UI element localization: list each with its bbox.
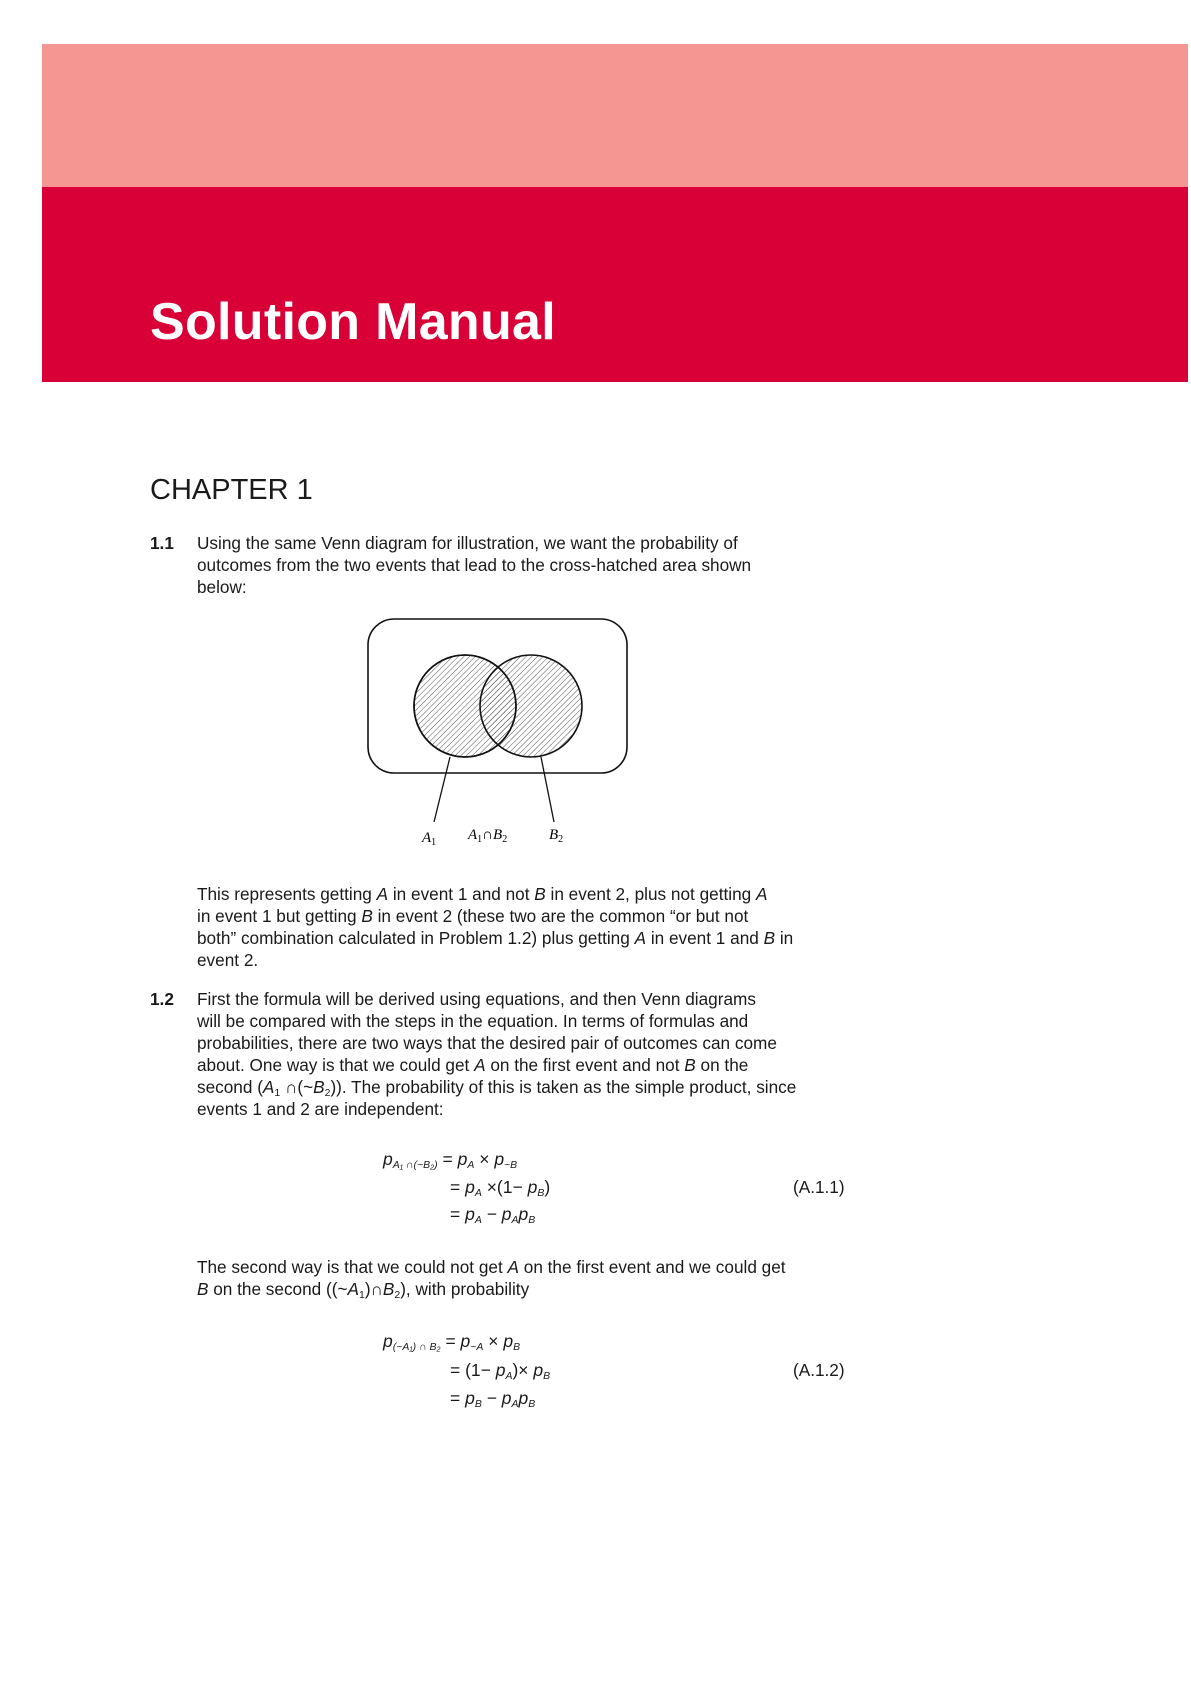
text-run: The second way is that we could not get (197, 1257, 508, 1277)
text-run: about. One way is that we could get (197, 1055, 475, 1075)
text-run: event 2. (197, 950, 259, 970)
math-symbol: B (382, 1279, 395, 1299)
label-a1-cap-b2: $A_1\cap B_2$ (468, 827, 508, 845)
subscript: (~A₁) ∩ B₂ (392, 1341, 441, 1353)
problem-number: 1.1 (150, 533, 174, 553)
subscript: A (474, 1214, 482, 1226)
math-symbol: p (501, 1204, 512, 1224)
text-line (197, 927, 793, 949)
text-run: in event 1 but getting (197, 906, 362, 926)
text-run: − (481, 1388, 502, 1408)
math-symbol: B (763, 928, 776, 948)
leader-a1 (434, 757, 450, 822)
math-symbol: p (465, 1177, 475, 1197)
text-run: in event 2, plus not getting (545, 884, 756, 904)
math-symbol: A (755, 884, 768, 904)
subscript: A (505, 1370, 513, 1382)
text-run: )× (512, 1360, 534, 1380)
subscript: 2 (394, 1289, 401, 1301)
math-symbol: A (262, 1077, 275, 1097)
text-run: ∩(~ (280, 1077, 314, 1097)
text-run: in event 1 and not (388, 884, 535, 904)
text-run: events 1 and 2 are independent: (197, 1099, 444, 1119)
text-run: in event 2 (these two are the common “or but not (372, 906, 749, 926)
text-run: × (474, 1149, 495, 1169)
text-line (197, 1032, 777, 1054)
text-line (197, 1278, 529, 1300)
chapter-heading: CHAPTER 1 (150, 474, 313, 506)
text-run: on the (695, 1055, 749, 1075)
equation-row (450, 1357, 550, 1383)
text-line (197, 988, 756, 1010)
text-line (197, 554, 751, 576)
text-run: − (481, 1204, 502, 1224)
equation-number: (A.1.2) (793, 1360, 845, 1380)
text-run: ) (544, 1177, 551, 1197)
text-line (197, 576, 247, 598)
text-line (197, 1054, 748, 1076)
equation-row (383, 1146, 517, 1172)
label-b2: $B_2$ (549, 827, 564, 845)
math-symbol: p (383, 1149, 393, 1169)
page-title: Solution Manual (150, 293, 557, 351)
text-run: Using the same Venn diagram for illustration, we want the probability of (197, 533, 738, 553)
math-symbol: p (518, 1388, 529, 1408)
text-line (197, 532, 738, 554)
math-symbol: B (313, 1077, 325, 1097)
subscript: B (513, 1341, 521, 1353)
math-symbol: p (503, 1331, 514, 1351)
subscript: B (528, 1214, 536, 1226)
math-symbol: A (376, 884, 389, 904)
text-run: outcomes from the two events that lead to the cross-hatched area shown (197, 555, 752, 575)
math-symbol: B (534, 884, 546, 904)
equation-row (450, 1201, 535, 1227)
equation-row (383, 1328, 520, 1354)
math-symbol: A (347, 1279, 359, 1299)
circle-b2 (480, 655, 582, 757)
text-run: First the formula will be derived using equations, and then Venn diagrams (197, 989, 756, 1009)
text-run: )). The probability of this is taken as the simple product, since (330, 1077, 797, 1097)
equation-row (450, 1174, 550, 1200)
subscript: A (474, 1187, 482, 1199)
text-run: = (450, 1204, 466, 1224)
text-line (197, 1010, 748, 1032)
math-symbol: p (494, 1149, 505, 1169)
subscript: B (543, 1370, 551, 1382)
subscript: A (511, 1398, 519, 1410)
math-symbol: p (518, 1204, 529, 1224)
math-symbol: A (507, 1257, 519, 1277)
text-run: on the first event and not (485, 1055, 685, 1075)
subscript: A (467, 1159, 475, 1171)
math-symbol: p (457, 1149, 468, 1169)
subscript: A₁ ∩(~B₂) (392, 1159, 438, 1171)
text-line (197, 883, 767, 905)
text-run: = (450, 1177, 466, 1197)
subscript: ~A (470, 1341, 484, 1353)
leader-b2 (541, 757, 554, 822)
subscript: 1 (274, 1087, 281, 1099)
math-symbol: p (465, 1388, 475, 1408)
math-symbol: p (501, 1388, 512, 1408)
subscript: 2 (324, 1087, 331, 1099)
text-run: = (450, 1388, 466, 1408)
math-symbol: B (684, 1055, 696, 1075)
text-run: both” combination calculated in Problem 1.2) plus getting (197, 928, 635, 948)
text-run: second ( (197, 1077, 263, 1097)
math-symbol: B (361, 906, 373, 926)
text-run: will be compared with the steps in the equation. In terms of formulas and (197, 1011, 749, 1031)
text-line (197, 1098, 444, 1120)
text-run: = (437, 1149, 458, 1169)
problem-number: 1.2 (150, 989, 174, 1009)
text-run: below: (197, 577, 247, 597)
math-symbol: p (460, 1331, 471, 1351)
text-run: × (483, 1331, 504, 1351)
math-symbol: A (634, 928, 647, 948)
subscript: B (528, 1398, 536, 1410)
text-run: ), with probability (400, 1279, 530, 1299)
math-symbol: p (383, 1331, 393, 1351)
text-run: in (775, 928, 794, 948)
equation-row (450, 1385, 535, 1411)
math-symbol: p (495, 1360, 506, 1380)
text-line (197, 1076, 796, 1098)
text-run: )∩ (364, 1279, 383, 1299)
text-line (197, 949, 258, 971)
subscript: B (537, 1187, 545, 1199)
math-symbol: B (197, 1279, 209, 1299)
text-run: ×(1− (481, 1177, 528, 1197)
text-line (197, 905, 748, 927)
text-run: This represents getting (197, 884, 377, 904)
equation-number: (A.1.1) (793, 1177, 845, 1197)
math-symbol: p (465, 1204, 475, 1224)
math-symbol: A (474, 1055, 486, 1075)
subscript: ~B (504, 1159, 518, 1171)
text-run: on the first event and we could get (518, 1257, 786, 1277)
text-run: = (440, 1331, 461, 1351)
text-run: = (1− (450, 1360, 496, 1380)
math-symbol: p (527, 1177, 538, 1197)
label-a1: $A_1$ (422, 830, 437, 848)
subscript: A (511, 1214, 519, 1226)
subscript: B (474, 1398, 482, 1410)
text-run: on the second ((~ (208, 1279, 348, 1299)
subscript: 1 (358, 1289, 365, 1301)
text-line (197, 1256, 786, 1278)
math-symbol: p (533, 1360, 544, 1380)
text-run: in event 1 and (646, 928, 764, 948)
text-run: probabilities, there are two ways that the desired pair of outcomes can come (197, 1033, 777, 1053)
